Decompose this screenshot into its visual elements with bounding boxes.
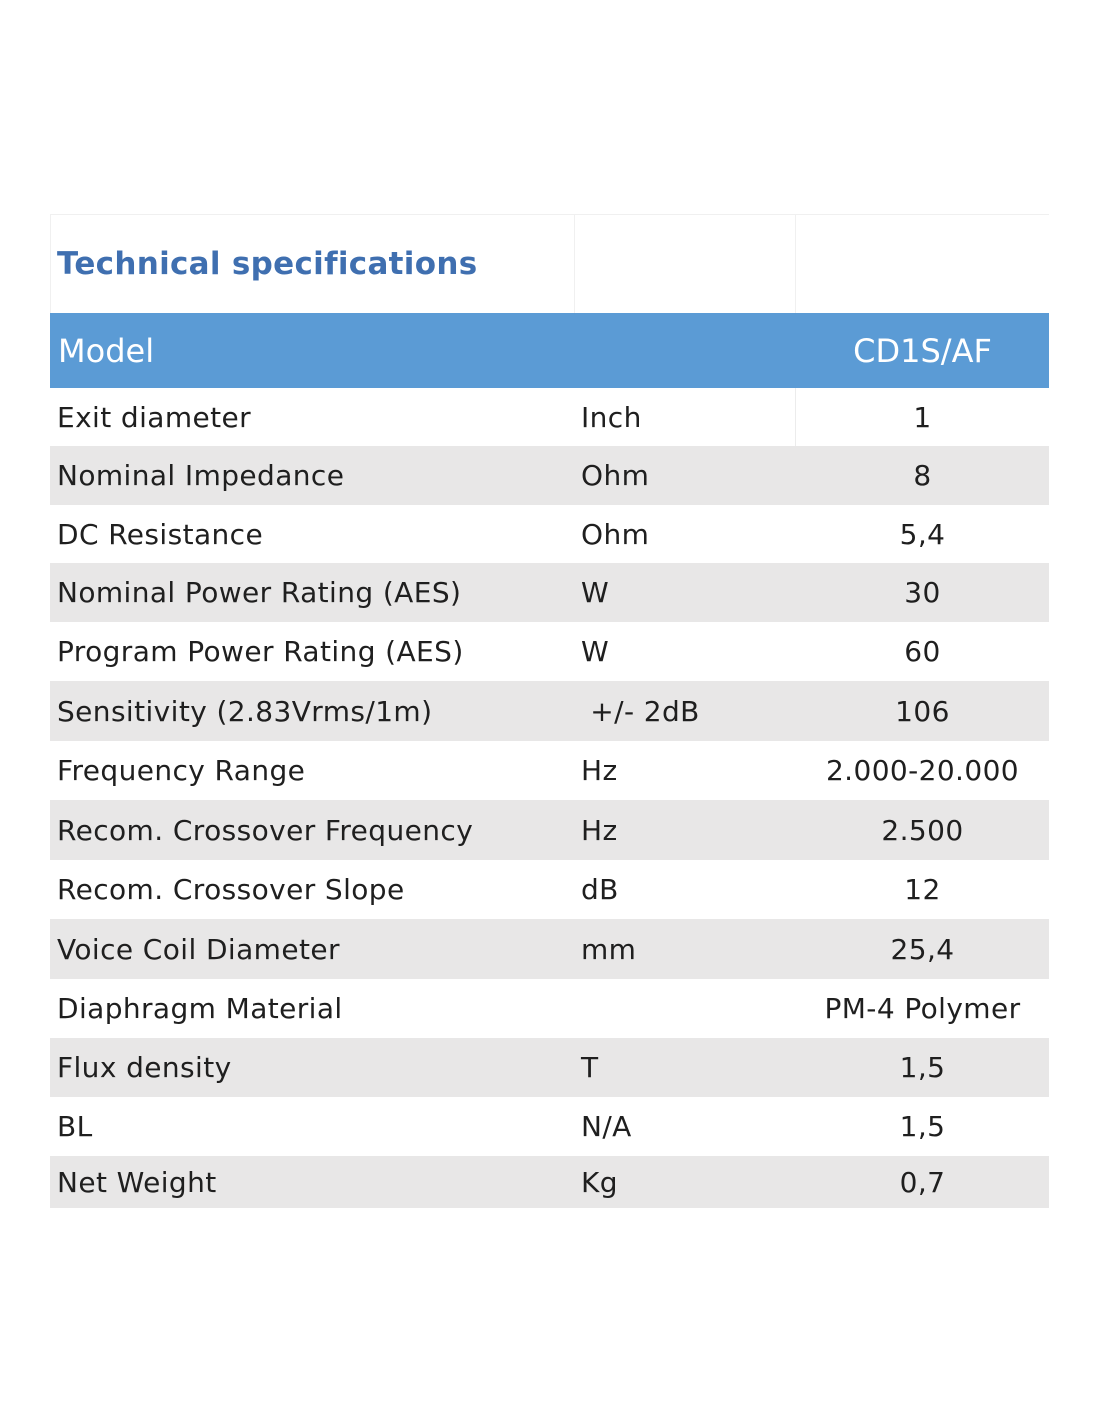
param-cell: Recom. Crossover Frequency: [57, 813, 474, 847]
table-row: [50, 919, 1049, 979]
unit-cell: Kg: [581, 1165, 618, 1199]
value-cell: 106: [895, 694, 950, 728]
table-row: [50, 741, 1049, 800]
value-cell: PM-4 Polymer: [824, 992, 1021, 1025]
table-row: [50, 622, 1049, 681]
unit-cell: Hz: [581, 813, 618, 847]
param-cell: Diaphragm Material: [57, 992, 343, 1025]
param-cell: BL: [57, 1110, 93, 1143]
param-cell: Program Power Rating (AES): [57, 635, 464, 668]
value-cell: 1: [913, 400, 932, 434]
unit-cell: T: [581, 1051, 599, 1084]
param-cell: Sensitivity (2.83Vrms/1m): [57, 694, 433, 728]
value-cell: 12: [904, 873, 941, 906]
unit-cell: Ohm: [581, 517, 650, 551]
param-cell: Exit diameter: [57, 400, 252, 434]
param-cell: Frequency Range: [57, 754, 306, 787]
param-cell: Net Weight: [57, 1165, 217, 1199]
value-cell: 8: [913, 459, 932, 492]
unit-cell: W: [581, 576, 610, 609]
unit-cell: Hz: [581, 754, 618, 787]
page-title: Technical specifications: [57, 246, 478, 282]
table-row: [50, 860, 1049, 919]
value-cell: 2.500: [881, 813, 964, 847]
table-row: [50, 1156, 1049, 1208]
table-row: [50, 979, 1049, 1038]
table-row: [50, 505, 1049, 563]
unit-cell: N/A: [581, 1110, 632, 1143]
empty-cell: [796, 215, 1049, 313]
unit-cell: dB: [581, 873, 619, 906]
table-row: [50, 681, 1049, 741]
title-row: [50, 214, 1049, 313]
table-row: [50, 446, 1049, 505]
param-cell: Nominal Impedance: [57, 459, 345, 492]
spec-table: [50, 214, 1049, 1208]
param-cell: Voice Coil Diameter: [57, 932, 340, 966]
value-cell: 1,5: [899, 1110, 946, 1143]
value-cell: 0,7: [899, 1165, 946, 1199]
unit-cell: mm: [581, 932, 637, 966]
value-cell: 1,5: [899, 1051, 946, 1084]
table-row: [50, 563, 1049, 622]
value-cell: 2.000-20.000: [825, 754, 1020, 787]
param-cell: Flux density: [57, 1051, 232, 1084]
table-row: [50, 388, 1049, 446]
title-cell: [50, 215, 575, 313]
unit-cell: W: [581, 635, 610, 668]
param-cell: Recom. Crossover Slope: [57, 873, 405, 906]
value-cell: 5,4: [899, 517, 946, 551]
unit-cell: Ohm: [581, 459, 650, 492]
table-header: [50, 313, 1049, 388]
value-cell: 25,4: [890, 932, 955, 966]
table-row: [50, 1097, 1049, 1156]
table-row: [50, 800, 1049, 860]
value-cell: 60: [904, 635, 941, 668]
param-cell: Nominal Power Rating (AES): [57, 576, 462, 609]
header-label: Model: [58, 331, 155, 370]
unit-cell: Inch: [575, 388, 796, 446]
value-cell: 30: [904, 576, 941, 609]
header-model-value: CD1S/AF: [853, 331, 992, 370]
param-cell: DC Resistance: [57, 517, 264, 551]
unit-cell: +/- 2dB: [581, 694, 700, 728]
empty-cell: [575, 215, 796, 313]
table-row: [50, 1038, 1049, 1097]
